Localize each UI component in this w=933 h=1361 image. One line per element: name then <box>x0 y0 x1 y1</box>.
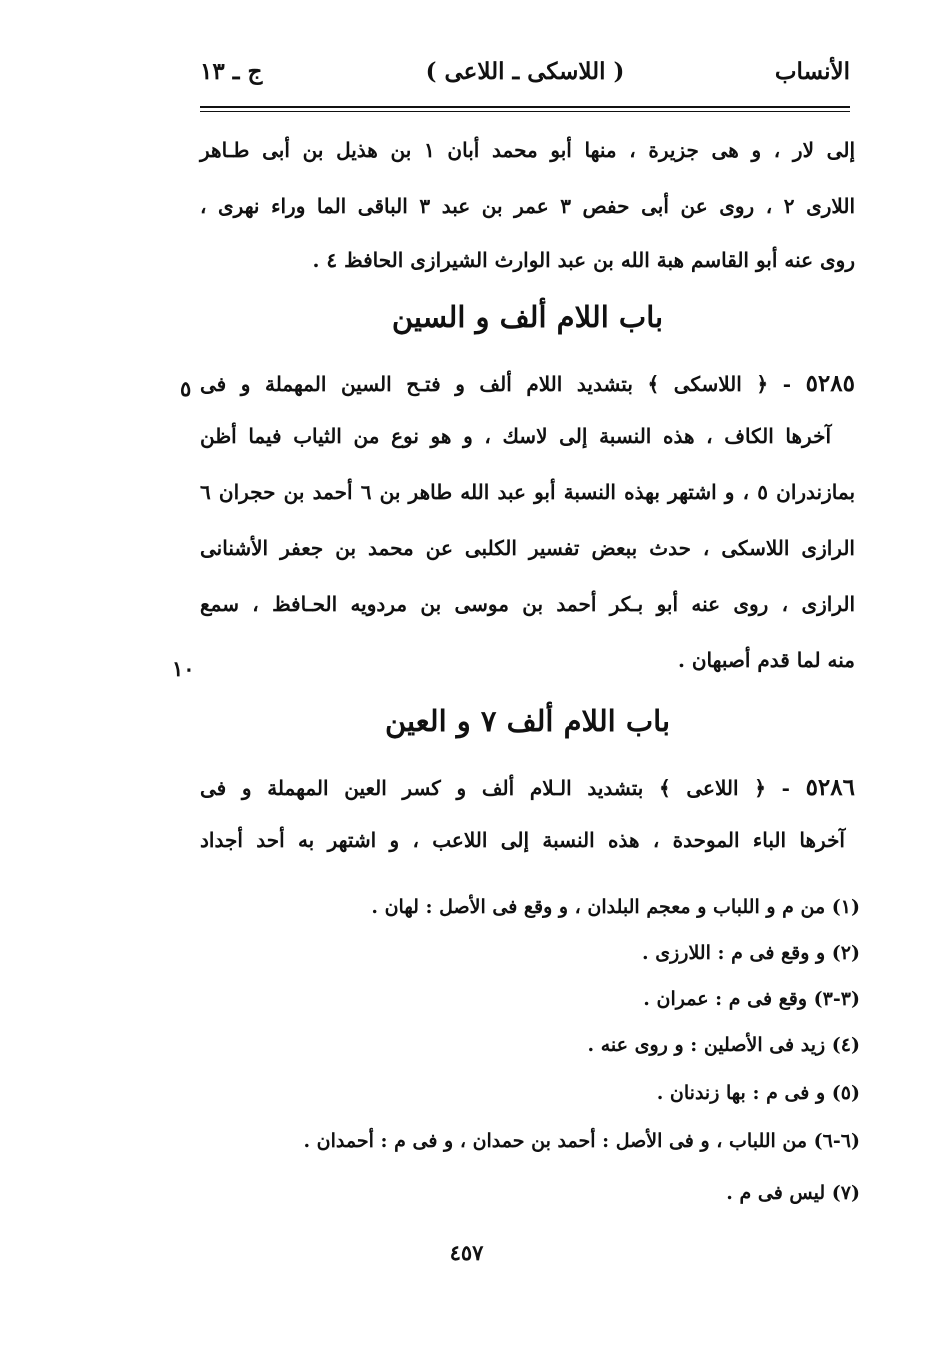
intro-line-3: روى عنه أبو القاسم هبة الله بن عبد الوارث الشيرازى الحافظ ٤ . <box>312 248 855 272</box>
entry-number: ٥٢٨٥ <box>805 370 855 397</box>
entry-5285-line-6: منه لما قدم أصبهان . <box>677 648 855 672</box>
margin-line-number-10: ١٠ <box>172 656 195 681</box>
entry-5285-line-2: آخرها الكاف ، هذه النسبة إلى لاسك ، و هو نوع من الثياب فيما أظن <box>200 424 831 448</box>
entry-5286-line-1 <box>200 774 855 801</box>
header-volume: ج ـ ١٣ <box>200 58 263 85</box>
footnote-1: (١) من م و اللباب و معجم البلدان ، و وقع فى الأصل : لهان . <box>371 896 860 918</box>
entry-5285-line-5: الرازى ، روى عنه أبو بـكر أحمد بن موسى بن مردويه الحـافظ ، سمع <box>200 592 856 616</box>
entry-5286-line-2: آخرها الباء الموحدة ، هذه النسبة إلى اللاعب ، و اشتهر به أحد أجداد <box>200 828 845 852</box>
intro-line-1: إلى لار ، و هى جزيرة ، منها أبو محمد أبان ١ بن هذيل بن أبى طـاهر <box>200 138 855 162</box>
header-book-title: الأنساب <box>774 58 850 85</box>
margin-line-number-5: ٥ <box>180 376 192 401</box>
entry-number: ٥٢٨٦ <box>805 774 855 801</box>
header-rule-thin <box>200 111 850 112</box>
section-heading-lam-alif-sin: باب اللام ألف و السين <box>391 300 664 334</box>
entry-5285-line-1-text: - ﴿ اللاسكى ﴾ بتشديد اللام ألف و فتـح السين المهملة و فى <box>200 372 791 396</box>
footnote-6: (٦-٦) من اللباب ، و فى الأصل : أحمد بن حمدان ، و فى م : أحمدان . <box>303 1130 860 1152</box>
footnote-3: (٣-٣) وقع فى م : عمران . <box>643 988 860 1010</box>
entry-5285-line-3: بمازندران ٥ ، و اشتهر بهذه النسبة أبو عبد الله طاهر بن ٦ أحمد بن حجران ٦ <box>200 480 856 504</box>
entry-5285-line-4: الرازى اللاسكى ، حدث ببعض تفسير الكلبى عن محمد بن جعفر الأشنانى <box>200 536 855 560</box>
footnote-5: (٥) و فى م : بها زندنان . <box>656 1082 860 1104</box>
footnote-2: (٢) و وقع فى م : اللارزى . <box>642 942 860 964</box>
footnote-7: (٧) ليس فى م . <box>726 1182 860 1204</box>
entry-5285-line-1 <box>200 370 855 397</box>
section-heading-lam-alif-ain: باب اللام ألف ٧ و العين <box>384 704 671 738</box>
header-rule-thick <box>200 106 850 108</box>
entry-5286-line-1-text: - ﴿ اللاعى ﴾ بتشديد الـلام ألف و كسر العين المهملة و فى <box>200 776 790 800</box>
running-header <box>200 58 850 98</box>
footnote-4: (٤) زيد فى الأصلين : و روى عنه . <box>587 1034 860 1056</box>
page-number: ٤٥٧ <box>449 1240 484 1265</box>
header-entry-range: ( اللاسكى ـ اللاعى ) <box>425 58 625 85</box>
intro-line-2: اللارى ٢ ، روى عن أبى حفص ٣ عمر بن عبد ٣ الباقى الما وراء نهرى ، <box>200 194 856 218</box>
